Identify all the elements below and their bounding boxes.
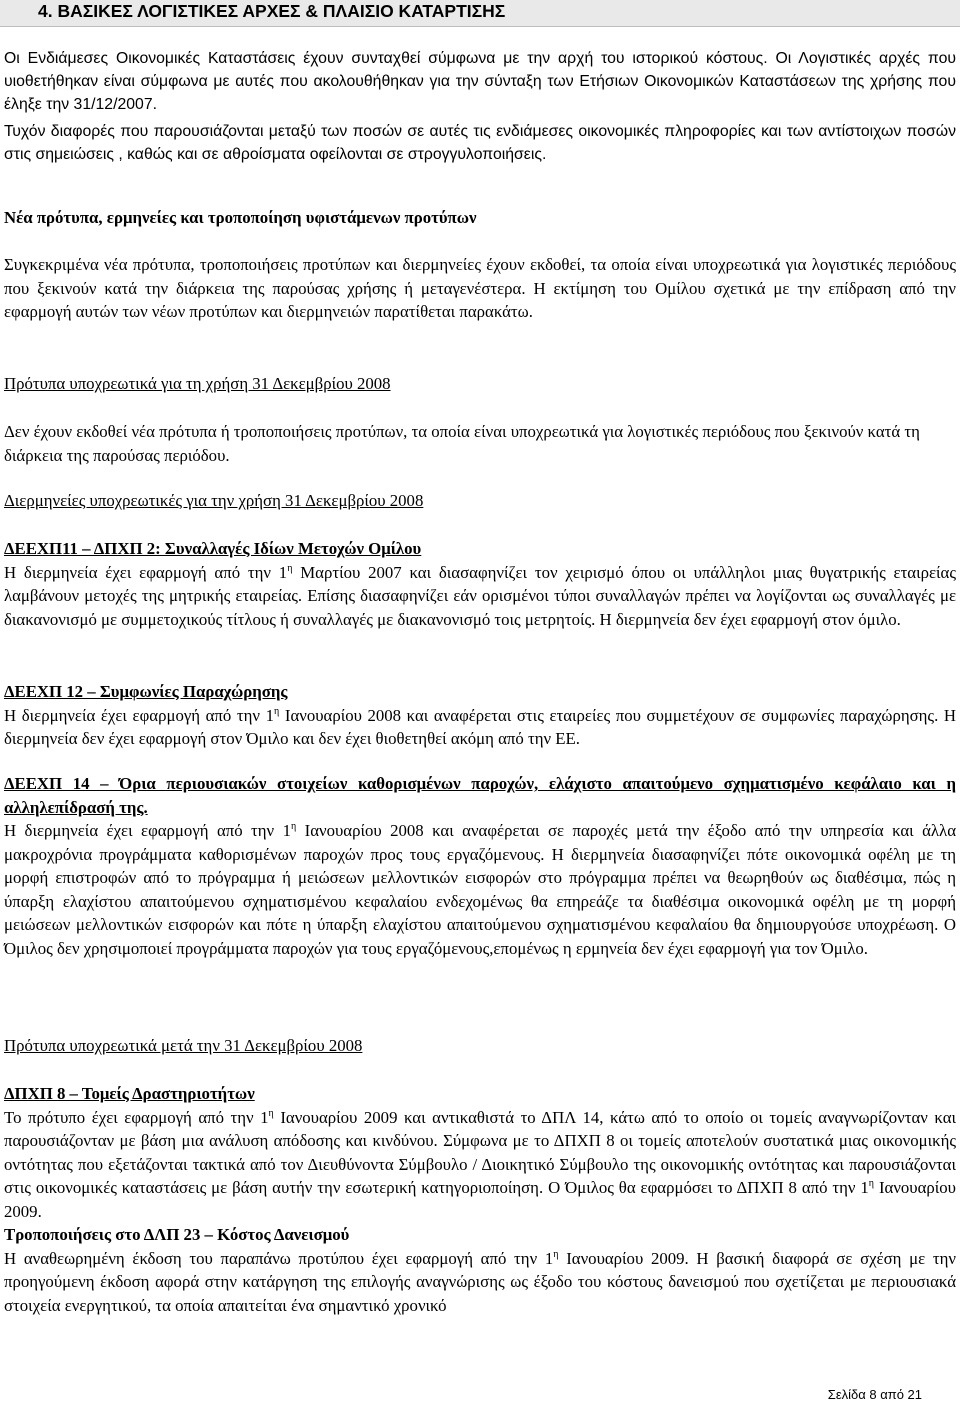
- standard-text: Το πρότυπο έχει εφαρμογή από την $1^\eta$ Ιανουαρίου 2009 και αντικαθιστά το ΔΠΛ 14, κάτω από το οποίο οι τομείς αναγνωρίζονταν και παρουσιάζονταν με βάση μια ανάλυση απόδοσης και κινδύνου. Σύμφωνα με το ΔΠΧΠ 8 οι τομείς αποτελούν συστατικά μιας οικονομικής οντότητας που εξετάζονται τακτικά από τον Διευθύνοντα Σύμβουλο / Διοικητικό Σύμβουλο της οικονομικής οντότητας και παρουσιάζονται στις οικονομικές καταστάσεις με βάση αυτήν την εσωτερική κατηγοριοποίηση. Ο Όμιλος θα εφαρμόσει το ΔΠΧΠ 8 από την $1^\eta$ Ιανουαρίου 2009.: [4, 1107, 956, 1221]
- interpretation-title: ΔΕΕΧΠ 12 – Συμφωνίες Παραχώρησης: [4, 682, 288, 701]
- interpretation-ifric11: [4, 537, 956, 631]
- standard-ifrs8: [4, 1082, 956, 1223]
- intro-paragraph-1: Οι Ενδιάμεσες Οικονομικές Καταστάσεις έχουν συνταχθεί σύμφωνα με την αρχή του ιστορικού κόστους. Οι Λογιστικές αρχές που υιοθετήθηκαν είναι σύμφωνα με αυτές που ακολουθήθηκαν για την σύνταξη των Ετήσιων Οικονομικών Καταστάσεων της χρήσης που έληξε την 31/12/2007.: [4, 50, 956, 113]
- standards-2008-text: Δεν έχουν εκδοθεί νέα πρότυπα ή τροποποιήσεις προτύπων, τα οποία είναι υποχρεωτικά για λογιστικές περιόδους που ξεκινούν κατά τη διάρκεια της παρούσας περιόδου.: [4, 422, 920, 465]
- section-title: 4. ΒΑΣΙΚΕΣ ΛΟΓΙΣΤΙΚΕΣ ΑΡΧΕΣ & ΠΛΑΙΣΙΟ ΚΑΤΑΡΤΙΣΗΣ: [38, 1, 506, 21]
- page-number: Σελίδα 8 από 21: [827, 1387, 922, 1402]
- new-standards-text: Συγκεκριμένα νέα πρότυπα, τροποποιήσεις προτύπων και διερμηνείες έχουν εκδοθεί, τα οποία είναι υποχρεωτικά για λογιστικές περιόδους που ξεκινούν κατά την διάρκεια της παρούσας χρήσης ή μεταγενέστερα. Η εκτίμηση του Ομίλου σχετικά με την επίδραση από την εφαρμογή αυτών των νέων προτύπων και διερμηνειών παρατίθεται παρακάτω.: [4, 255, 956, 321]
- standards-after-2008-heading: Πρότυπα υποχρεωτικά μετά την 31 Δεκεμβρίου 2008: [4, 1036, 363, 1055]
- standard-title: ΔΠΧΠ 8 – Τομείς Δραστηριοτήτων: [4, 1084, 255, 1103]
- standards-2008-heading: Πρότυπα υποχρεωτικά για τη χρήση 31 Δεκεμβρίου 2008: [4, 374, 391, 393]
- new-standards-heading: Νέα πρότυπα, ερμηνείες και τροποποίηση υφιστάμενων προτύπων: [4, 208, 477, 227]
- interpretation-ifric14: [4, 772, 956, 960]
- interpretation-title: ΔΕΕΧΠ 14 – Όρια περιουσιακών στοιχείων καθορισμένων παροχών, ελάχιστο απαιτούμενο σχηματισμένο κεφάλαιο και η αλληλεπίδρασή της.: [4, 774, 956, 817]
- standard-title: Τροποποιήσεις στο ΔΛΠ 23 – Κόστος Δανεισμού: [4, 1225, 350, 1244]
- interpretations-2008-heading: Διερμηνείες υποχρεωτικές για την χρήση 31 Δεκεμβρίου 2008: [4, 491, 424, 510]
- interpretation-ifric12: [4, 680, 956, 751]
- intro-paragraph-2: Τυχόν διαφορές που παρουσιάζονται μεταξύ των ποσών σε αυτές τις ενδιάμεσες οικονομικές πληροφορίες και των αντίστοιχων ποσών στις σημειώσεις , καθώς και σε αθροίσματα οφείλονται σε στρογγυλοποιήσεις.: [4, 123, 956, 163]
- standard-text: Η αναθεωρημένη έκδοση του παραπάνω προτύπου έχει εφαρμογή από την $1^\eta$ Ιανουαρίου 2009. Η βασική διαφορά σε σχέση με την προηγούμενη έκδοση αφορά στην κατάργηση της επιλογής αναγνώρισης ως έξοδο του κόστους δανεισμού που σχετίζεται με περιουσιακά στοιχεία ενεργητικού, τα οποία απαιτείται ένα σημαντικό χρονικό: [4, 1248, 957, 1315]
- section-banner: [0, 0, 960, 27]
- interpretation-text: Η διερμηνεία έχει εφαρμογή από την $1^\eta$ Ιανουαρίου 2008 και αναφέρεται στις εταιρείες που συμμετέχουν σε συμφωνίες παραχώρησης. Η διερμηνεία δεν έχει εφαρμογή στον Όμιλο και δεν έχει θιοθετηθεί ακόμη από την ΕΕ.: [4, 705, 956, 748]
- interpretation-title: ΔΕΕΧΠ11 – ΔΠΧΠ 2: Συναλλαγές Ιδίων Μετοχών Ομίλου: [4, 539, 422, 558]
- interpretation-text: Η διερμηνεία έχει εφαρμογή από την $1^\eta$ Μαρτίου 2007 και διασαφηνίζει τον χειρισμό όπου οι υπάλληλοι μιας θυγατρικής εταιρείας λαμβάνουν μετοχές της μητρικής εταιρείας. Επίσης διασαφηνίζει εάν ορισμένοι τύποι συναλλαγών πρέπει να λογίζονται ως συναλλαγές με διακανονισμό με συμμετοχικούς τίτλους ή συναλλαγές με διακανονισμό τοις μετρητοίς. Η διερμηνεία δεν έχει εφαρμογή στον όμιλο.: [4, 562, 956, 629]
- standard-ias23: [4, 1223, 956, 1317]
- interpretation-text: Η διερμηνεία έχει εφαρμογή από την $1^\eta$ Ιανουαρίου 2008 και αναφέρεται σε παροχές μετά την έξοδο από την υπηρεσία και άλλα μακροχρόνια προγράμματα καθορισμένων παροχών προς τους εργαζόμενους. Η διερμηνεία διασαφηνίζει πότε οικονομικά οφέλη με τη μορφή επιστροφών από το πρόγραμμα ή μειώσεων μελλοντικών εισφορών στο πρόγραμμα πρέπει να θεωρηθούν ως διαθέσιμα, πώς η ύπαρξη ελαχίστου απαιτούμενου σχηματισμένου κεφαλαίου ενδεχομένως θα επηρεάζε τα διαθέσιμα οικονομικά οφέλη με τη μορφή μειώσεων μελλοντικών εισφορών και πότε η ύπαρξη ελαχίστου απαιτούμενου σχηματισμένου κεφαλαίου θα δημιουργούσε υποχρέωση. Ο Όμιλος δεν χρησιμοποιεί προγράμματα παροχών για τους εργαζόμενους,επομένως η ερμηνεία δεν έχει εφαρμογή για τον Όμιλο.: [4, 821, 956, 958]
